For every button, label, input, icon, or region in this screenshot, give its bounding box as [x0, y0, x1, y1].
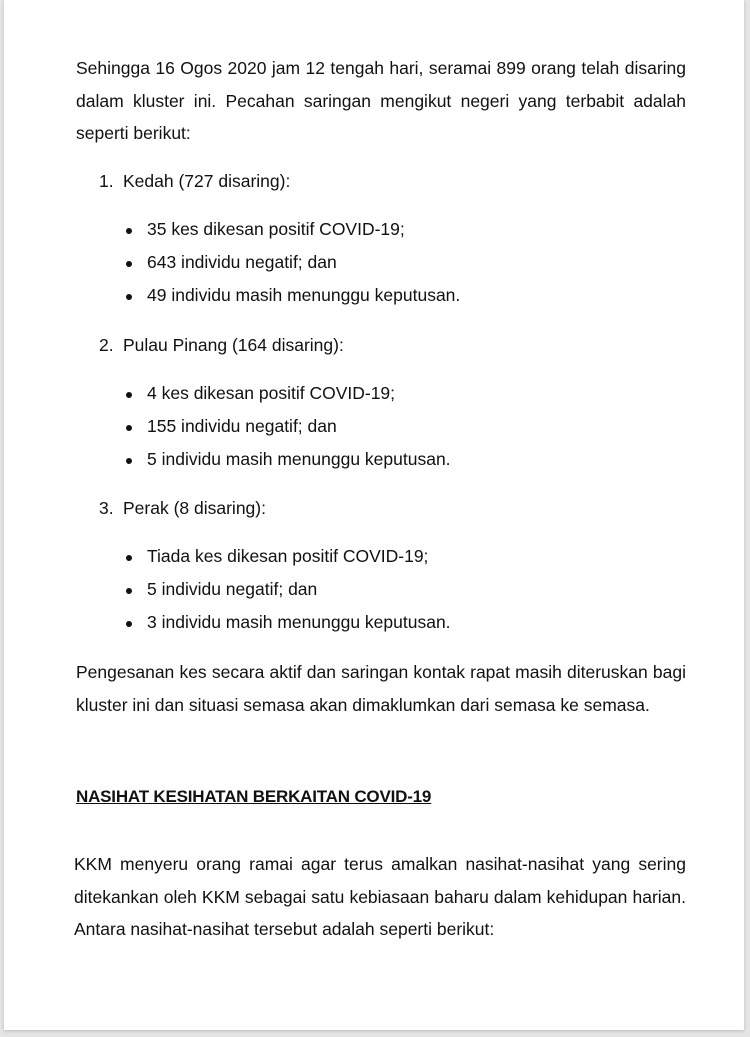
list-item	[124, 410, 451, 443]
list-item	[124, 606, 451, 639]
state-title: Kedah (727 disaring):	[123, 171, 291, 191]
bullet-icon	[126, 261, 132, 267]
list-item	[124, 377, 451, 410]
pulau-pinang-bullet-list	[124, 377, 451, 476]
bullet-text: 643 individu negatif; dan	[147, 252, 337, 272]
advice-intro-paragraph: KKM menyeru orang ramai agar terus amalkan nasihat-nasihat yang sering ditekankan oleh KKM sebagai satu kebiasaan baharu dalam kehidupan harian. Antara nasihat-nasihat tersebut adalah seperti berikut:	[74, 854, 686, 939]
state-item-pulau-pinang	[99, 334, 344, 356]
state-number: 3.	[99, 498, 114, 518]
state-title: Pulau Pinang (164 disaring):	[123, 335, 344, 355]
list-item	[124, 246, 460, 279]
bullet-icon	[126, 458, 132, 464]
bullet-text: 155 individu negatif; dan	[147, 416, 337, 436]
bullet-text: 35 kes dikesan positif COVID-19;	[147, 219, 405, 239]
perak-bullet-list	[124, 540, 451, 639]
list-item	[124, 213, 460, 246]
bullet-icon	[126, 621, 132, 627]
intro-paragraph: Sehingga 16 Ogos 2020 jam 12 tengah hari, seramai 899 orang telah disaring dalam kluster ini. Pecahan saringan mengikut negeri yang terbabit adalah seperti berikut:	[76, 58, 686, 143]
state-number: 1.	[99, 171, 114, 191]
bullet-icon	[126, 425, 132, 431]
list-item	[124, 540, 451, 573]
state-title: Perak (8 disaring):	[123, 498, 266, 518]
bullet-text: Tiada kes dikesan positif COVID-19;	[147, 546, 429, 566]
list-item	[124, 279, 460, 312]
bullet-icon	[126, 588, 132, 594]
document-page	[4, 0, 744, 1030]
bullet-text: 49 individu masih menunggu keputusan.	[147, 285, 461, 305]
section-heading: NASIHAT KESIHATAN BERKAITAN COVID-19	[76, 787, 432, 806]
bullet-icon	[126, 392, 132, 398]
state-item-perak	[99, 497, 266, 519]
bullet-text: 5 individu masih menunggu keputusan.	[147, 449, 451, 469]
kedah-bullet-list	[124, 213, 460, 312]
state-number: 2.	[99, 335, 114, 355]
bullet-icon	[126, 294, 132, 300]
state-item-kedah	[99, 170, 290, 192]
bullet-icon	[126, 228, 132, 234]
bullet-text: 5 individu negatif; dan	[147, 579, 318, 599]
closing-paragraph: Pengesanan kes secara aktif dan saringan kontak rapat masih diteruskan bagi kluster ini dan situasi semasa akan dimaklumkan dari semasa ke semasa.	[76, 662, 686, 715]
list-item	[124, 443, 451, 476]
list-item	[124, 573, 451, 606]
bullet-text: 3 individu masih menunggu keputusan.	[147, 612, 451, 632]
bullet-icon	[126, 555, 132, 561]
bullet-text: 4 kes dikesan positif COVID-19;	[147, 383, 396, 403]
